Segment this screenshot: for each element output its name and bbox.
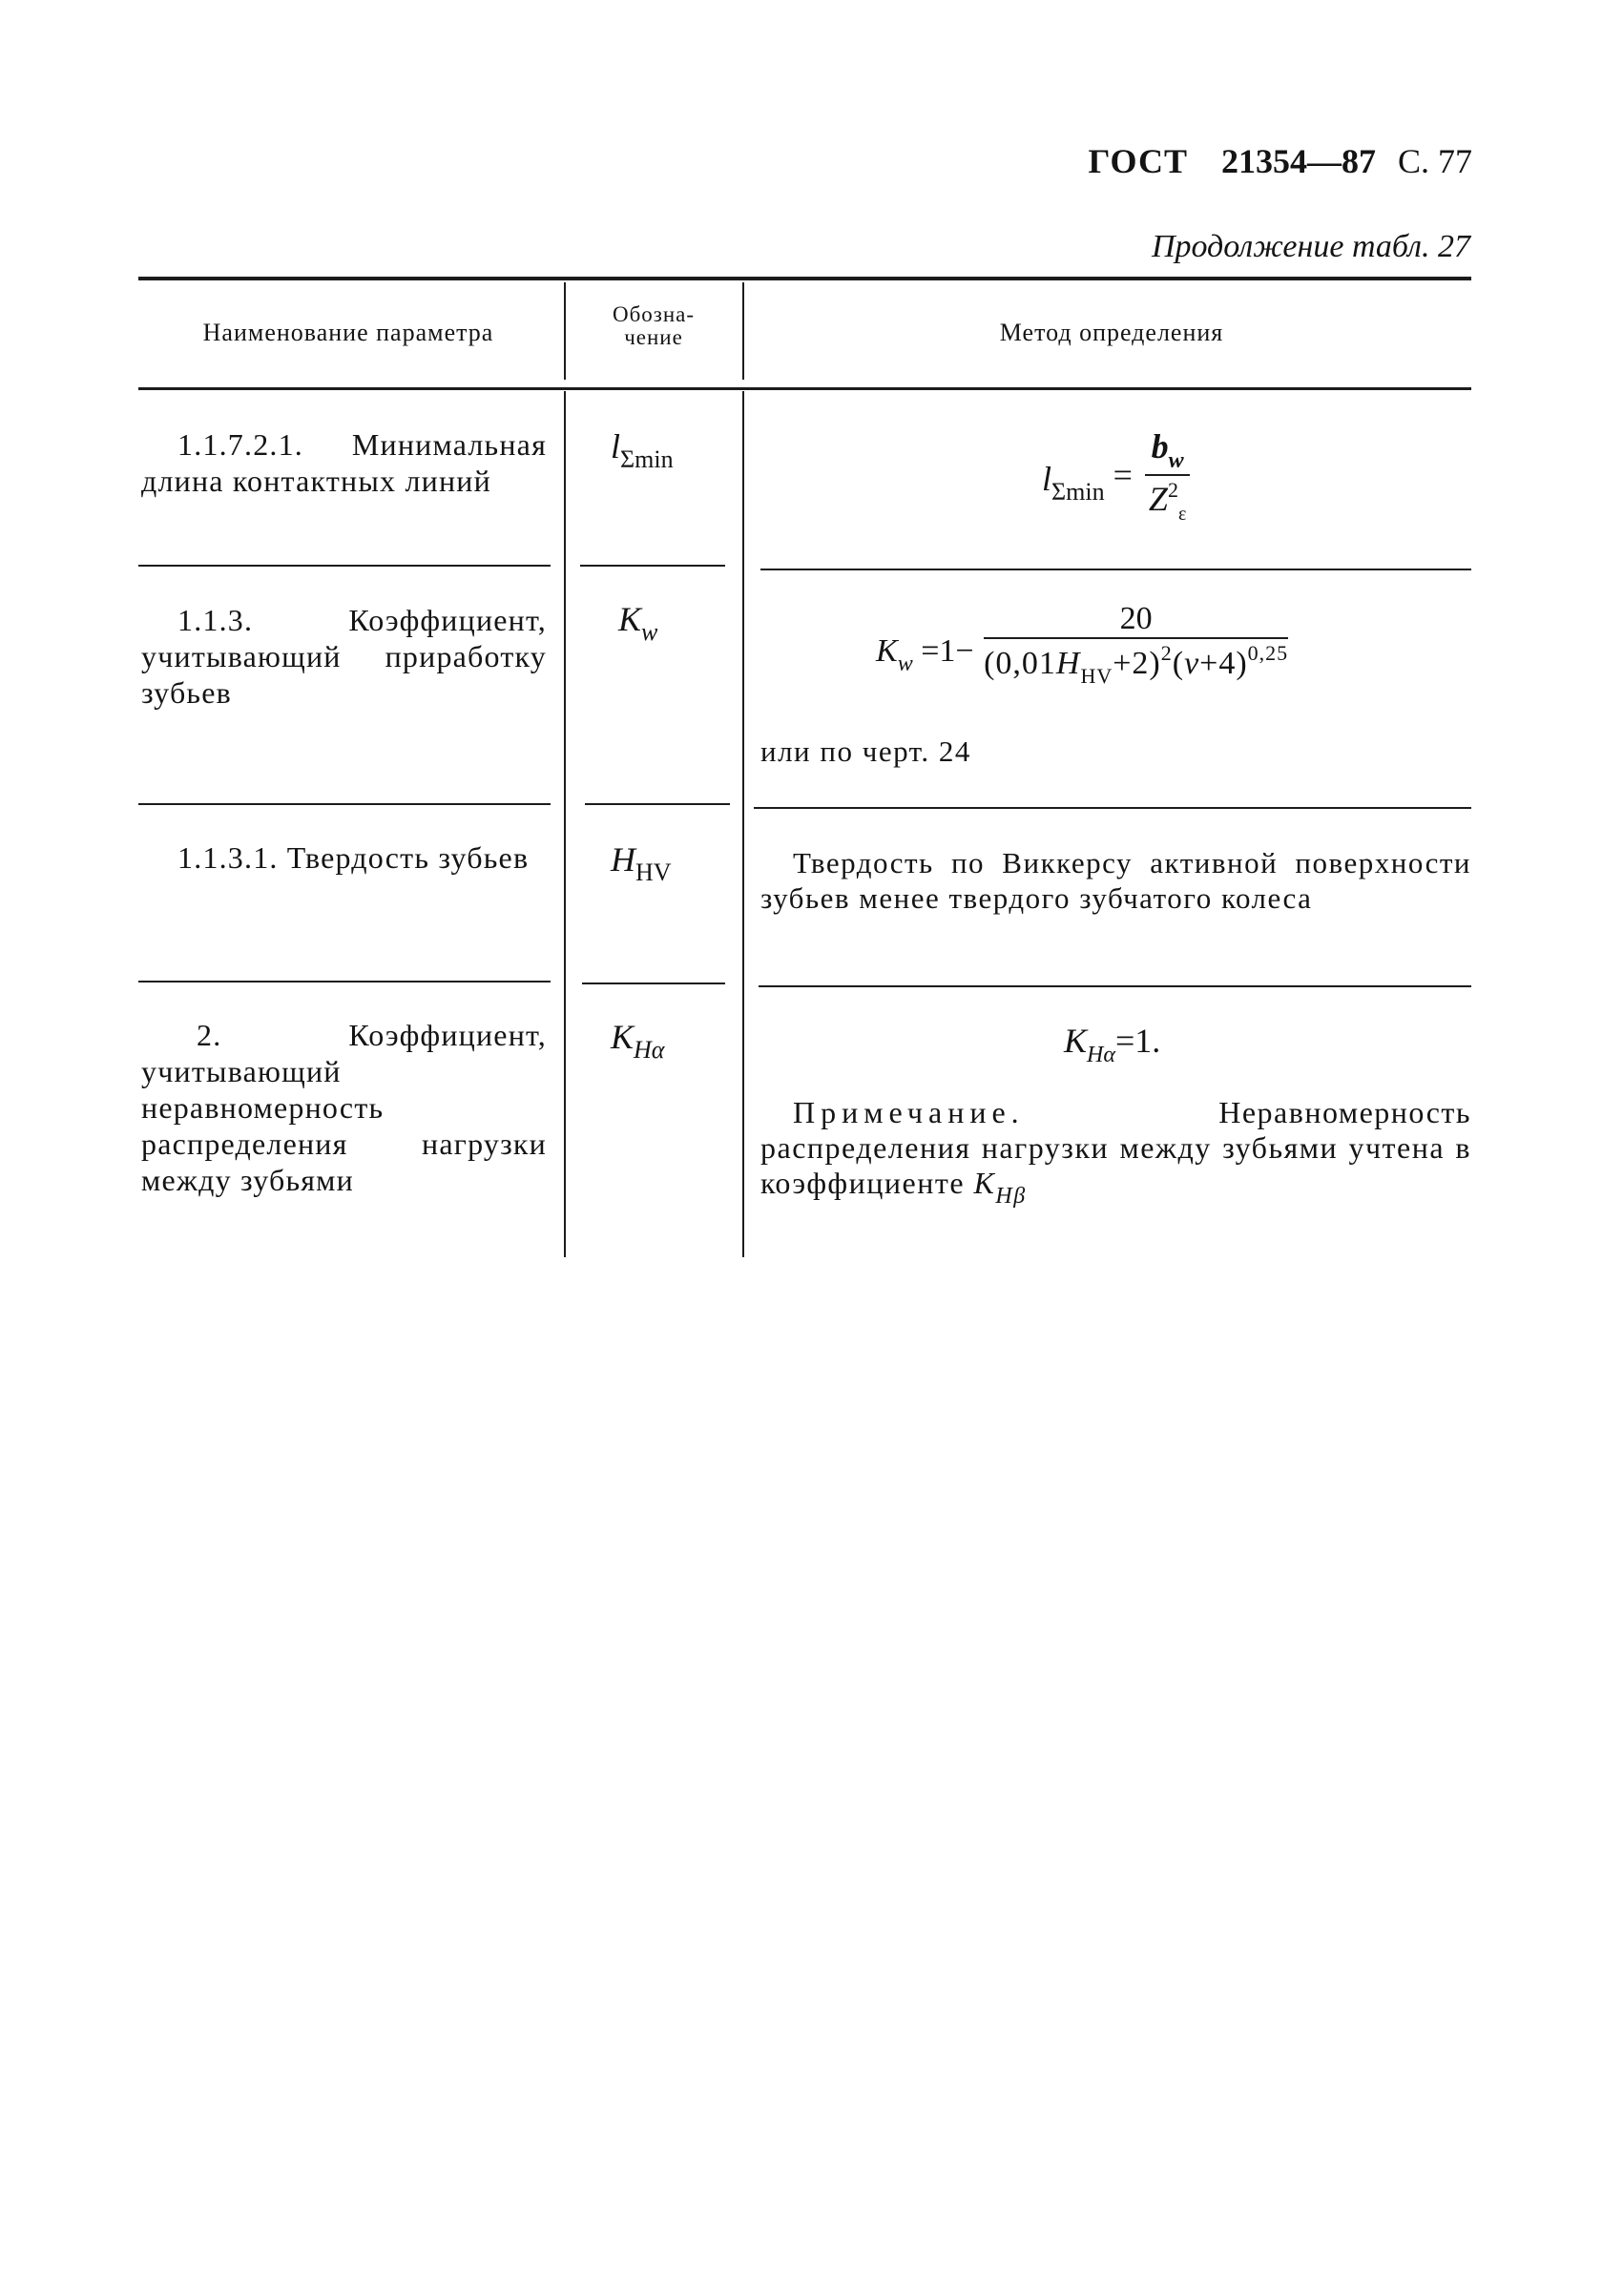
note-symbol: K [973, 1166, 996, 1200]
row-1-symbol: $l_{\Sigma min}$ [611, 427, 674, 473]
row-2-note: или по черт. 24 [760, 734, 971, 768]
row-4-param: 2. Коэффициент, учитывающий неравномерность распределения нагрузки между зубьями [141, 1018, 547, 1197]
table-top-rule [138, 277, 1471, 280]
column-header-param: Наименование параметра [202, 319, 494, 346]
row-4-formula: $K_{H\alpha}=1$. [1064, 1022, 1161, 1067]
row-3-symbol: $H_{HV}$ [611, 840, 672, 886]
column-divider-1 [564, 391, 566, 1257]
page-number: С. 77 [1397, 142, 1472, 180]
header-divider-2 [742, 282, 744, 380]
page-header [1089, 141, 1472, 181]
row-separator [760, 569, 1471, 570]
column-header-symbol-line1: Обозна- [612, 302, 696, 326]
column-header-method: Метод определения [999, 319, 1224, 346]
column-header-symbol-line2: чение [624, 325, 683, 349]
row-separator [580, 565, 725, 567]
header-divider-1 [564, 282, 566, 380]
note-text: Неравномерность распределения нагрузки между зубьями учтена в коэффициенте [760, 1095, 1471, 1200]
row-2-param: 1.1.3. Коэффициент, учитывающий приработку зубьев [141, 603, 547, 710]
standard-number: 21354—87 [1220, 142, 1376, 180]
row-2-symbol: $K_w$ [618, 600, 658, 646]
column-divider-2 [742, 391, 744, 1257]
row-1-formula: $l_{\Sigma min}$ = $\frac{b_w}{Z^2_\varepsilon}$ [1042, 426, 1190, 526]
note-label: Примечание. [793, 1095, 1025, 1129]
row-separator [582, 983, 725, 984]
table-continuation-label: Продолжение табл. 27 [1151, 229, 1470, 264]
header-bottom-rule [138, 387, 1471, 390]
row-3-method: Твердость по Виккерсу активной поверхности зубьев менее твердого зубчатого колеса [760, 846, 1471, 915]
row-separator [138, 565, 551, 567]
row-2-formula: $K_w =1-$ 20 $(0,01H_{HV}+2)^2(v+4)^{0,25}$ [876, 601, 1289, 688]
row-separator [138, 803, 551, 805]
note-symbol-sub: Hβ [995, 1184, 1027, 1209]
row-1-param: 1.1.7.2.1. Минимальная длина контактных линий [141, 427, 547, 498]
standard-label: ГОСТ [1088, 142, 1188, 180]
row-4-note [760, 1095, 1471, 1214]
column-header-symbol [572, 303, 735, 349]
row-4-symbol: $K_{H\alpha}$ [611, 1018, 665, 1064]
row-separator [585, 803, 730, 805]
row-3-param: 1.1.3.1. Твердость зубьев [177, 840, 530, 875]
row-separator [754, 807, 1471, 809]
row-separator [759, 985, 1471, 987]
row-separator [138, 981, 551, 983]
